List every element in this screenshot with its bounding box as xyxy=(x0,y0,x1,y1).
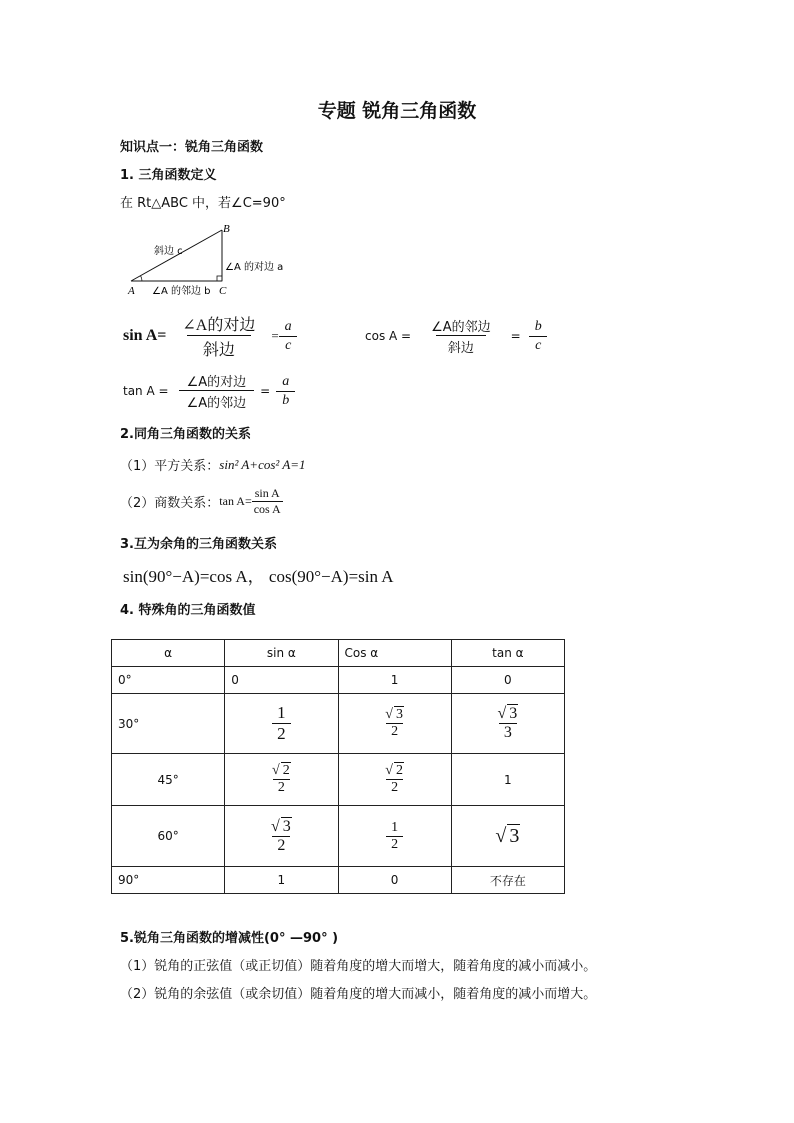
angle-cell: 90° xyxy=(112,867,225,894)
heading-relations: 2.同角三角函数的关系 xyxy=(120,427,251,442)
opposite-label: ∠A 的对边 a xyxy=(225,262,284,273)
angle-cell: 30° xyxy=(112,694,225,754)
square-relation-label: （1）平方关系： xyxy=(120,459,220,474)
cos-cell xyxy=(338,806,451,867)
complement-formula-2: cos(90°−A)=sin A xyxy=(268,567,394,586)
heading-monotonicity: 5.锐角三角函数的增减性(0° —90° ) xyxy=(120,931,339,946)
monotonicity-paragraph-1: （1）锐角的正弦值（或正切值）随着角度的增大而增大，随着角度的减小而减小。 xyxy=(120,959,597,974)
sin-cell: 1 xyxy=(225,867,338,894)
tan-cell xyxy=(451,806,564,867)
value-fraction: $\frac{√ 2}{2}$ xyxy=(385,763,403,795)
cos-cell xyxy=(338,754,451,806)
tan-cell: 0 xyxy=(451,667,564,694)
value-fraction: $\frac{√ 3}{2}$ xyxy=(385,707,403,739)
square-relation-formula: sin² A+cos² A=1 xyxy=(219,456,306,472)
section-heading: 知识点一：锐角三角函数 xyxy=(120,140,264,155)
cos-cell xyxy=(338,694,451,754)
sin-ratio-den: c xyxy=(279,336,297,354)
table-header-row xyxy=(112,640,565,667)
cos-ratio-num: b xyxy=(534,318,542,334)
heading-definition: 1. 三角函数定义 xyxy=(120,168,217,183)
cos-eq: = xyxy=(510,329,521,343)
square-relation xyxy=(120,455,306,474)
cos-denominator: 斜边 xyxy=(436,335,486,356)
angle-cell: 45° xyxy=(112,754,225,806)
table-row xyxy=(112,694,565,754)
quotient-relation-label: （2）商数关系： xyxy=(120,496,220,511)
tan-numerator: ∠A的对边 xyxy=(186,375,247,390)
sin-cell xyxy=(225,806,338,867)
value-fraction: $\frac{√ 2}{2}$ xyxy=(272,763,290,795)
page-title: 专题 锐角三角函数 xyxy=(317,100,477,122)
cos-lhs: cos A = xyxy=(365,329,412,343)
heading-complementary: 3.互为余角的三角函数关系 xyxy=(120,537,277,552)
table-row xyxy=(112,754,565,806)
cos-cell: 1 xyxy=(338,667,451,694)
hypotenuse-label: 斜边 c xyxy=(154,246,183,257)
heading-special-angles: 4. 特殊角的三角函数值 xyxy=(120,603,256,618)
cos-ratio-den: c xyxy=(529,336,547,354)
quotient-numerator: sin A xyxy=(254,486,280,500)
tan-definition xyxy=(123,371,295,411)
complement-separator: ， xyxy=(247,567,265,586)
tan-eq: = xyxy=(260,384,271,398)
vertex-a-label: A xyxy=(128,285,135,297)
tan-denominator: ∠A的邻边 xyxy=(179,390,255,411)
header-alpha: α xyxy=(112,640,225,667)
monotonicity-paragraph-2: （2）锐角的余弦值（或余切值）随着角度的增大而减小，随着角度的减小而增大。 xyxy=(120,987,597,1002)
sin-cell xyxy=(225,754,338,806)
value-fraction: $\frac{√ 3}{3}$ xyxy=(497,705,518,741)
header-tan: tan α xyxy=(451,640,564,667)
tan-cell: 不存在 xyxy=(451,867,564,894)
quotient-denominator: cos A xyxy=(253,502,281,516)
adjacent-label: ∠A 的邻边 b xyxy=(152,286,211,297)
angle-cell: 60° xyxy=(112,806,225,867)
value-fraction: $\frac{1}{2}$ xyxy=(272,703,291,744)
cos-numerator: ∠A的邻边 xyxy=(431,320,491,335)
vertex-b-label: B xyxy=(223,223,230,235)
tan-cell xyxy=(451,694,564,754)
sin-eq: = xyxy=(271,328,279,343)
right-triangle-diagram xyxy=(118,218,308,300)
tan-lhs: tan A = xyxy=(123,384,169,398)
special-angle-table xyxy=(111,639,565,894)
sin-ratio-num: a xyxy=(284,318,292,334)
value-fraction: $\frac{1}{2}$ xyxy=(386,820,403,853)
angle-cell: 0° xyxy=(112,667,225,694)
tan-cell: 1 xyxy=(451,754,564,806)
quotient-lhs: tan A= xyxy=(219,494,252,508)
sin-lhs: sin A= xyxy=(123,327,167,344)
sin-cell: 0 xyxy=(225,667,338,694)
header-sin: sin α xyxy=(225,640,338,667)
tan-ratio-den: b xyxy=(276,391,295,409)
header-cos: Cos α xyxy=(338,640,451,667)
cos-cell: 0 xyxy=(338,867,451,894)
quotient-relation xyxy=(120,486,283,517)
sin-cell xyxy=(225,694,338,754)
sin-numerator: ∠A的对边 xyxy=(182,317,256,334)
angle-a-arc xyxy=(141,276,142,281)
value-fraction: $\frac{√ 3}{2}$ xyxy=(270,817,291,854)
intro-text: 在 Rt△ABC 中，若∠C=90° xyxy=(120,196,286,211)
right-angle-mark xyxy=(217,276,222,281)
complement-formula-1: sin(90°−A)=cos A xyxy=(123,567,248,586)
vertex-c-label: C xyxy=(219,285,227,297)
value-fraction: √ 3 xyxy=(495,824,520,847)
tan-ratio-num: a xyxy=(282,373,290,389)
sin-denominator: 斜边 xyxy=(187,335,251,360)
complementary-formulas xyxy=(123,562,394,587)
table-row xyxy=(112,867,565,894)
table-row xyxy=(112,667,565,694)
cos-definition xyxy=(365,316,548,356)
table-row xyxy=(112,806,565,867)
sin-definition xyxy=(123,312,298,360)
